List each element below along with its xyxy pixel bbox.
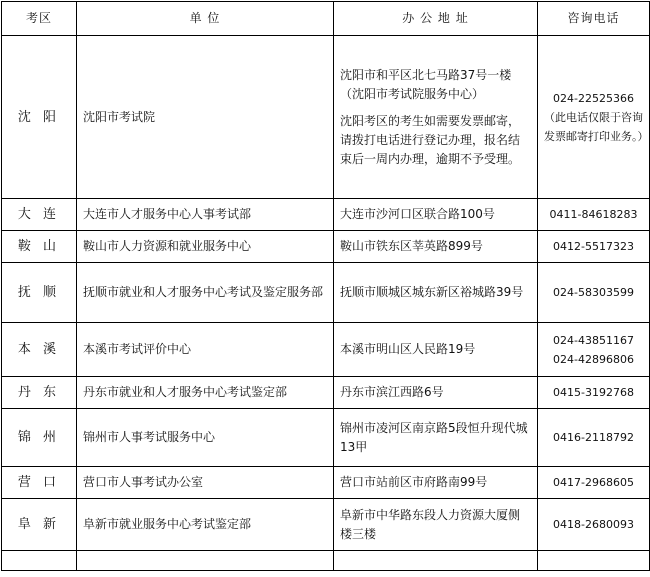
address-cell: 营口市站前区市府路南99号 <box>334 467 538 499</box>
unit-cell: 丹东市就业和人才服务中心考试鉴定部 <box>77 377 334 409</box>
unit-cell: 阜新市就业服务中心考试鉴定部 <box>77 499 334 551</box>
phone-cell: 024-58303599 <box>538 263 650 323</box>
table-row <box>2 36 650 199</box>
address-cell: 大连市沙河口区联合路100号 <box>334 199 538 231</box>
table-row <box>2 499 650 551</box>
address-cell: 本溪市明山区人民路19号 <box>334 323 538 377</box>
header-region: 考区 <box>2 2 77 36</box>
region-cell: 阜 新 <box>2 499 77 551</box>
address-line: （沈阳市考试院服务中心） <box>340 86 485 101</box>
phone-cell: 0417-2968605 <box>538 467 650 499</box>
phone-cell: 0416-2118792 <box>538 409 650 467</box>
invoice-note: 沈阳考区的考生如需要发票邮寄，请拨打电话进行登记办理，报名结束后一周内办理，逾期不予受理。 <box>340 113 521 166</box>
unit-cell: 营口市人事考试办公室 <box>77 467 334 499</box>
unit-cell: 抚顺市就业和人才服务中心考试及鉴定服务部 <box>77 263 334 323</box>
region-cell: 丹 东 <box>2 377 77 409</box>
unit-cell: 沈阳市考试院 <box>77 36 334 199</box>
table-row <box>2 199 650 231</box>
table-row <box>2 467 650 499</box>
unit-cell: 本溪市考试评价中心 <box>77 323 334 377</box>
region-cell: 大 连 <box>2 199 77 231</box>
table-row-partial <box>2 551 650 571</box>
address-cell: 阜新市中华路东段人力资源大厦侧楼三楼 <box>334 499 538 551</box>
exam-office-table <box>1 1 650 571</box>
table-row <box>2 231 650 263</box>
region-cell: 锦 州 <box>2 409 77 467</box>
region-cell: 营 口 <box>2 467 77 499</box>
phone-cell: 0411-84618283 <box>538 199 650 231</box>
phone-cell: 0418-2680093 <box>538 499 650 551</box>
address-cell: 抚顺市顺城区城东新区裕城路39号 <box>334 263 538 323</box>
table-row <box>2 377 650 409</box>
address-line: 沈阳市和平区北七马路37号一楼 <box>340 67 512 82</box>
region-cell: 抚 顺 <box>2 263 77 323</box>
address-cell: 丹东市滨江西路6号 <box>334 377 538 409</box>
unit-cell: 锦州市人事考试服务中心 <box>77 409 334 467</box>
unit-cell: 大连市人才服务中心人事考试部 <box>77 199 334 231</box>
table-row <box>2 323 650 377</box>
header-unit: 单 位 <box>77 2 334 36</box>
phone-cell: 0412-5517323 <box>538 231 650 263</box>
address-cell: 锦州市凌河区南京路5段恒升现代城13甲 <box>334 409 538 467</box>
header-phone: 咨询电话 <box>538 2 650 36</box>
region-cell: 鞍 山 <box>2 231 77 263</box>
address-cell <box>334 36 538 199</box>
phone-cell: 024-22525366（此电话仅限于咨询发票邮寄打印业务。） <box>538 36 650 199</box>
table-row <box>2 263 650 323</box>
phone-number: 024-42896806 <box>553 352 634 366</box>
header-address: 办 公 地 址 <box>334 2 538 36</box>
region-cell: 沈 阳 <box>2 36 77 199</box>
phone-cell <box>538 323 650 377</box>
table-row <box>2 409 650 467</box>
phone-number: 024-43851167 <box>553 333 634 347</box>
region-cell: 本 溪 <box>2 323 77 377</box>
phone-cell: 0415-3192768 <box>538 377 650 409</box>
header-row <box>2 2 650 36</box>
unit-cell: 鞍山市人力资源和就业服务中心 <box>77 231 334 263</box>
address-cell: 鞍山市铁东区莘英路899号 <box>334 231 538 263</box>
